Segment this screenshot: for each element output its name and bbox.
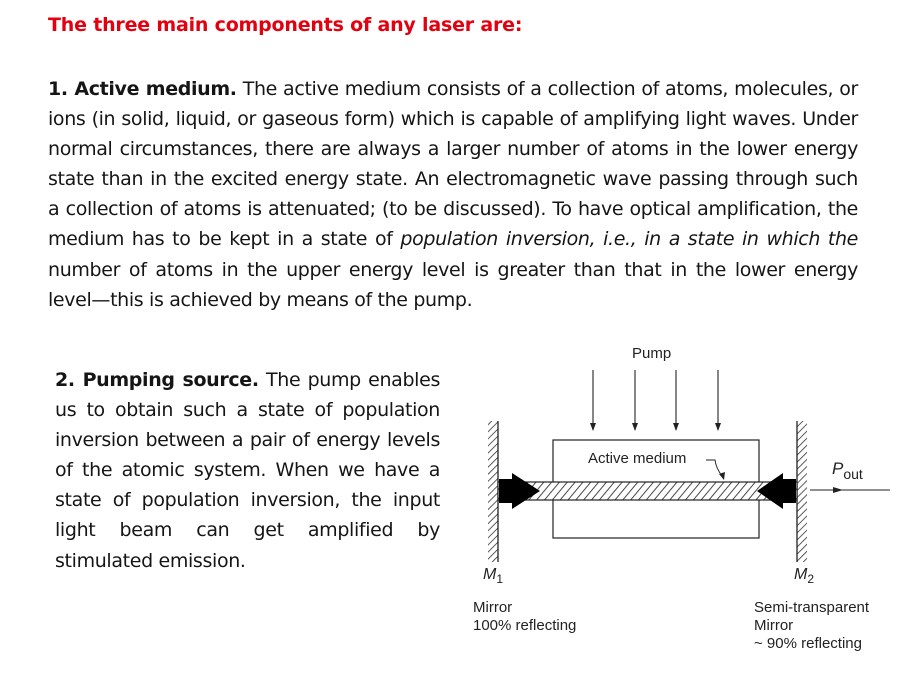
mirror-m1 xyxy=(488,421,498,562)
mirror-m1-description: Mirror 100% reflecting xyxy=(473,599,577,634)
active-medium-label: Active medium xyxy=(588,450,687,467)
pump-label: Pump xyxy=(632,345,672,362)
pumping-source-text: The pump enables us to obtain such a state of population inversion between a pair of energy levels of the atomic system. When we have a state of population inversion, the input light beam can get amplified by stimulated emission. xyxy=(55,369,441,572)
population-inversion-italic: population inversion, i.e., in a state in which the xyxy=(400,228,859,251)
active-medium-text-b: number of atoms in the upper energy level is greater than that in the lower energy level—this is achieved by means of the pump. xyxy=(48,258,858,311)
mirror-m2-description: Semi-transparent Mirror ~ 90% reflecting xyxy=(754,599,870,652)
mirror-m1-label: $M_1$ xyxy=(483,566,504,586)
output-power-label: $P_{out}$ xyxy=(832,459,863,482)
slide-heading: The three main components of any laser are: xyxy=(48,14,523,36)
beam-arrow-left-icon xyxy=(757,473,796,509)
pumping-source-title: 2. Pumping source. xyxy=(55,369,259,391)
mirror-m2 xyxy=(797,421,807,562)
beam-arrow-right-icon xyxy=(499,473,540,509)
active-medium-text-a: The active medium consists of a collection of atoms, molecules, or ions (in solid, liquid, or gaseous form) which is capable of amplifying light waves. Under normal circumstances, there are always a larger number of atoms in the lower energy state than in the excited energy state. An electromagnetic wave passing through such a collection of atoms is attenuated; (to be discussed). To have optical amplification, the medium has to be kept in a state of xyxy=(48,78,858,251)
pump-arrows xyxy=(593,370,718,430)
laser-beam xyxy=(498,482,797,500)
mirror-m2-label: $M_2$ xyxy=(794,566,815,586)
active-medium-title: 1. Active medium. xyxy=(48,78,237,100)
